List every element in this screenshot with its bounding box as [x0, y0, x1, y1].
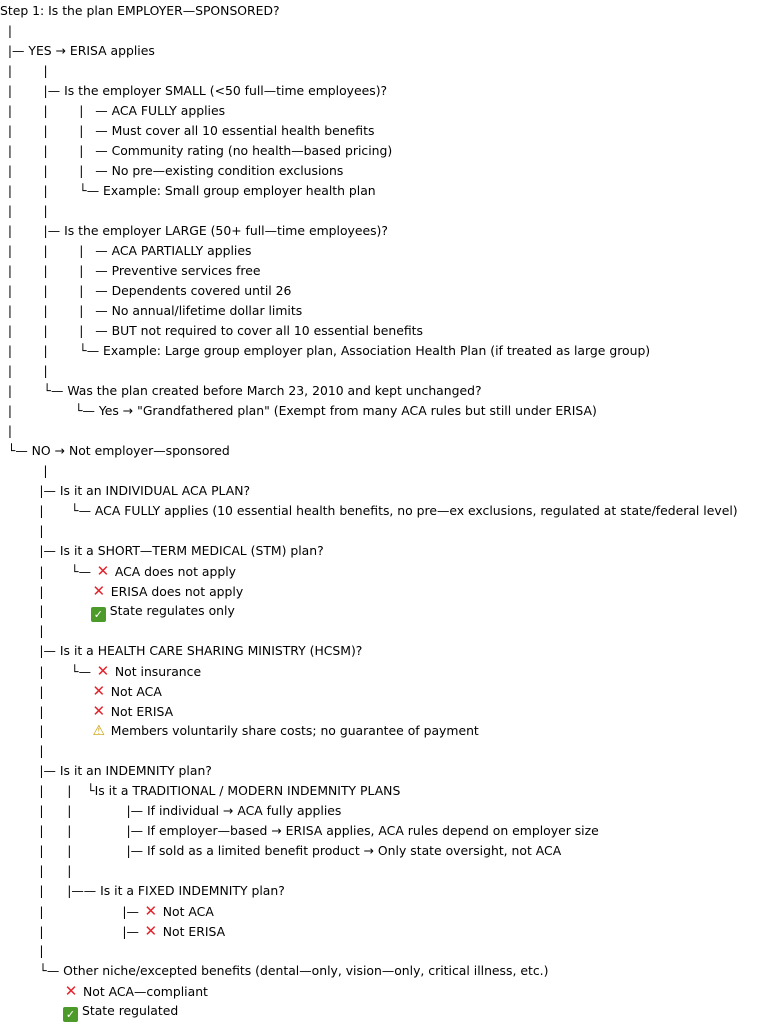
tree-line	[0, 41, 764, 61]
green-checkmark-icon: ✓	[91, 607, 106, 622]
warning-icon: ⚠	[92, 723, 106, 739]
green-checkmark-icon: ✓	[63, 1007, 78, 1022]
tree-line-text: | └—	[0, 564, 95, 579]
tree-line-text: |	[0, 684, 91, 699]
tree-line-text: | |—	[0, 924, 143, 939]
tree-line-text: | └— ACA FULLY applies (10 essential health benefits, no pre—ex exclusions, regulated at state/federal level)	[0, 503, 738, 518]
tree-line-text: | | | — ACA FULLY applies	[0, 103, 226, 118]
tree-line-text: | | |— If sold as a limited benefit product → Only state oversight, not ACA	[0, 843, 562, 858]
tree-line-text: | |	[0, 363, 48, 378]
tree-line-text: |	[0, 743, 44, 758]
tree-line-text	[0, 1003, 63, 1018]
red-x-icon: ✕	[64, 982, 78, 1000]
tree-line	[0, 141, 764, 161]
tree-line-text: | | | — Preventive services free	[0, 263, 261, 278]
tree-line-text: | | | — No pre—existing condition exclusions	[0, 163, 344, 178]
tree-line-label: ACA does not apply	[110, 564, 236, 579]
tree-line-text: |	[0, 463, 48, 478]
tree-line	[0, 441, 764, 461]
tree-line-text: |	[0, 523, 44, 538]
tree-line	[0, 301, 764, 321]
tree-line-label: Not ACA	[106, 684, 162, 699]
tree-line-label: Not ERISA	[106, 704, 174, 719]
tree-line	[0, 461, 764, 481]
tree-line-text: | | └— Example: Large group employer plan, Association Health Plan (if treated as large group)	[0, 343, 651, 358]
tree-line	[0, 741, 764, 761]
tree-line-text: | | |— If employer—based → ERISA applies, ACA rules depend on employer size	[0, 823, 599, 838]
tree-line	[0, 841, 764, 861]
tree-line-text: |— Is it a HEALTH CARE SHARING MINISTRY (HCSM)?	[0, 643, 363, 658]
tree-line-text: |	[0, 603, 91, 618]
tree-line	[0, 721, 764, 741]
tree-line	[0, 1, 764, 21]
red-x-icon: ✕	[96, 662, 110, 680]
tree-line	[0, 341, 764, 361]
tree-line	[0, 801, 764, 821]
tree-line	[0, 581, 764, 601]
tree-line-label: ERISA does not apply	[106, 584, 244, 599]
tree-line-text: |	[0, 423, 13, 438]
tree-line	[0, 521, 764, 541]
tree-line	[0, 201, 764, 221]
tree-line-text: | └— Yes → "Grandfathered plan" (Exempt from many ACA rules but still under ERISA)	[0, 403, 597, 418]
tree-line	[0, 941, 764, 961]
tree-line	[0, 881, 764, 901]
tree-line-text	[0, 984, 63, 999]
tree-line-label: State regulates only	[105, 603, 235, 618]
tree-line	[0, 761, 764, 781]
tree-line-text: | └— Was the plan created before March 23, 2010 and kept unchanged?	[0, 383, 482, 398]
tree-line-text: | |—— Is it a FIXED INDEMNITY plan?	[0, 883, 285, 898]
tree-line	[0, 101, 764, 121]
tree-line-text: | | | — No annual/lifetime dollar limits	[0, 303, 303, 318]
tree-line-text: | |— Is the employer LARGE (50+ full—time employees)?	[0, 223, 388, 238]
tree-line-text: |— Is it a SHORT—TERM MEDICAL (STM) plan?	[0, 543, 324, 558]
tree-line	[0, 701, 764, 721]
tree-line-text: | | └Is it a TRADITIONAL / MODERN INDEMNITY PLANS	[0, 783, 401, 798]
tree-line-text: |	[0, 704, 91, 719]
tree-line-text: | └—	[0, 664, 95, 679]
tree-line	[0, 281, 764, 301]
tree-line-label: Members voluntarily share costs; no guarantee of payment	[106, 723, 479, 738]
tree-line	[0, 901, 764, 921]
tree-line	[0, 621, 764, 641]
tree-line	[0, 1001, 764, 1021]
tree-line-text: | |—	[0, 904, 143, 919]
tree-line-text: └— Other niche/excepted benefits (dental—only, vision—only, critical illness, etc.)	[0, 963, 549, 978]
tree-line-text: | |— Is the employer SMALL (<50 full—time employees)?	[0, 83, 388, 98]
tree-line-text: | | └— Example: Small group employer health plan	[0, 183, 376, 198]
tree-line	[0, 501, 764, 521]
tree-line	[0, 321, 764, 341]
tree-line-text: |— YES → ERISA applies	[0, 43, 155, 58]
tree-line-text: |— Is it an INDEMNITY plan?	[0, 763, 212, 778]
tree-line	[0, 681, 764, 701]
tree-line-text: | | | — BUT not required to cover all 10 essential benefits	[0, 323, 423, 338]
tree-line	[0, 921, 764, 941]
tree-line	[0, 661, 764, 681]
tree-line-text: | | | — Community rating (no health—based pricing)	[0, 143, 393, 158]
tree-line-text: |	[0, 723, 91, 738]
tree-line-text: | |	[0, 63, 48, 78]
tree-line	[0, 401, 764, 421]
tree-line-text: Step 1: Is the plan EMPLOYER—SPONSORED?	[0, 3, 280, 18]
tree-line	[0, 121, 764, 141]
red-x-icon: ✕	[92, 582, 106, 600]
tree-line	[0, 21, 764, 41]
tree-line	[0, 421, 764, 441]
tree-line-text: | | | — ACA PARTIALLY applies	[0, 243, 252, 258]
tree-line	[0, 641, 764, 661]
tree-line-text: |— Is it an INDIVIDUAL ACA PLAN?	[0, 483, 251, 498]
tree-line	[0, 541, 764, 561]
tree-line-label: Not ACA—compliant	[79, 984, 208, 999]
tree-line	[0, 821, 764, 841]
tree-line	[0, 81, 764, 101]
red-x-icon: ✕	[92, 702, 106, 720]
red-x-icon: ✕	[144, 902, 158, 920]
tree-line	[0, 781, 764, 801]
tree-line-text: | | | — Must cover all 10 essential health benefits	[0, 123, 375, 138]
tree-line-text: |	[0, 584, 91, 599]
red-x-icon: ✕	[92, 682, 106, 700]
tree-line-label: Not ERISA	[158, 924, 226, 939]
tree-line-text: |	[0, 943, 44, 958]
tree-line	[0, 561, 764, 581]
tree-line-text: └— NO → Not employer—sponsored	[0, 443, 230, 458]
tree-line	[0, 481, 764, 501]
tree-line	[0, 861, 764, 881]
tree-line	[0, 601, 764, 621]
tree-line	[0, 981, 764, 1001]
tree-line	[0, 361, 764, 381]
red-x-icon: ✕	[144, 922, 158, 940]
tree-line	[0, 241, 764, 261]
tree-line-text: |	[0, 623, 44, 638]
tree-line	[0, 181, 764, 201]
tree-line	[0, 221, 764, 241]
tree-line	[0, 161, 764, 181]
tree-line-text: | | |— If individual → ACA fully applies	[0, 803, 342, 818]
tree-line-text: | |	[0, 203, 48, 218]
tree-line	[0, 261, 764, 281]
tree-line-label: State regulated	[78, 1003, 179, 1018]
red-x-icon: ✕	[96, 562, 110, 580]
tree-line-label: Not insurance	[110, 664, 202, 679]
tree-line	[0, 381, 764, 401]
tree-line-label: Not ACA	[158, 904, 214, 919]
tree-line	[0, 961, 764, 981]
tree-line-text: | | | — Dependents covered until 26	[0, 283, 292, 298]
tree-line	[0, 61, 764, 81]
tree-line-text: | |	[0, 863, 72, 878]
tree-line-text: |	[0, 23, 13, 38]
